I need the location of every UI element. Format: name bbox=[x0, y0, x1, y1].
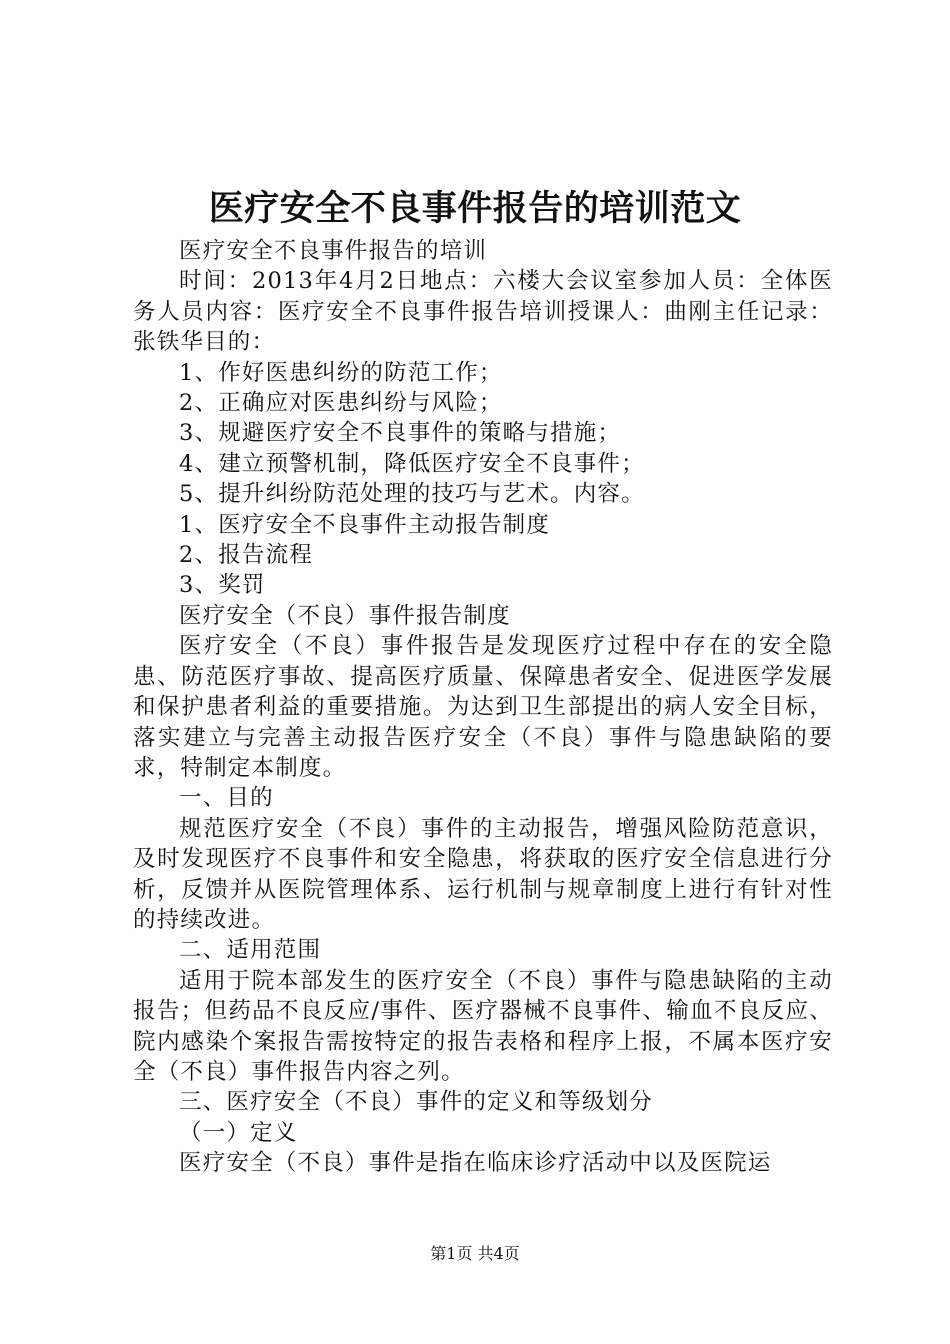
paragraph-purpose: 规范医疗安全（不良）事件的主动报告，增强风险防范意识，及时发现医疗不良事件和安全隐患，将获取的医疗安全信息进行分析，反馈并从医院管理体系、运行机制与规章制度上进行有针对性的持续改进。 bbox=[133, 815, 833, 933]
page-footer: 第1页 共4页 bbox=[430, 1244, 520, 1263]
goal-item-3: 3、规避医疗安全不良事件的策略与措施； bbox=[179, 420, 622, 447]
subsection-heading-definition: （一）定义 bbox=[179, 1119, 298, 1146]
section-heading-scope: 二、适用范围 bbox=[179, 937, 322, 964]
content-item-1: 1、医疗安全不良事件主动报告制度 bbox=[179, 511, 551, 538]
paragraph-subtitle: 医疗安全不良事件报告的培训 bbox=[179, 238, 488, 264]
paragraph-meeting-info: 时间：2013年4月2日地点：六楼大会议室参加人员：全体医务人员内容：医疗安全不良事件报告培训授课人：曲刚主任记录：张铁华目的： bbox=[133, 268, 833, 356]
goal-item-4: 4、建立预警机制，降低医疗安全不良事件； bbox=[179, 450, 645, 477]
goal-item-1: 1、作好医患纠纷的防范工作； bbox=[179, 359, 503, 386]
section-heading-system: 医疗安全（不良）事件报告制度 bbox=[179, 602, 511, 629]
goal-item-5: 5、提升纠纷防范处理的技巧与艺术。内容。 bbox=[179, 481, 645, 508]
section-heading-definition-levels: 三、医疗安全（不良）事件的定义和等级划分 bbox=[179, 1089, 654, 1116]
goal-item-2: 2、正确应对医患纠纷与风险； bbox=[179, 390, 503, 417]
document-body bbox=[133, 236, 833, 1179]
paragraph-scope: 适用于院本部发生的医疗安全（不良）事件与隐患缺陷的主动报告；但药品不良反应/事件、医疗器械不良事件、输血不良反应、院内感染个案报告需按特定的报告表格和程序上报，不属本医疗安全（不良）事件报告内容之列。 bbox=[133, 967, 833, 1085]
content-item-3: 3、奖罚 bbox=[179, 572, 266, 599]
paragraph-definition: 医疗安全（不良）事件是指在临床诊疗活动中以及医院运 bbox=[179, 1150, 772, 1177]
content-item-2: 2、报告流程 bbox=[179, 542, 314, 569]
section-heading-purpose: 一、目的 bbox=[179, 785, 274, 812]
document-title: 医疗安全不良事件报告的培训范文 bbox=[208, 189, 742, 229]
paragraph-system-intro: 医疗安全（不良）事件报告是发现医疗过程中存在的安全隐患、防范医疗事故、提高医疗质量、保障患者安全、促进医学发展和保护患者利益的重要措施。为达到卫生部提出的病人安全目标，落实建立与完善主动报告医疗安全（不良）事件与隐患缺陷的要求，特制定本制度。 bbox=[133, 633, 833, 781]
